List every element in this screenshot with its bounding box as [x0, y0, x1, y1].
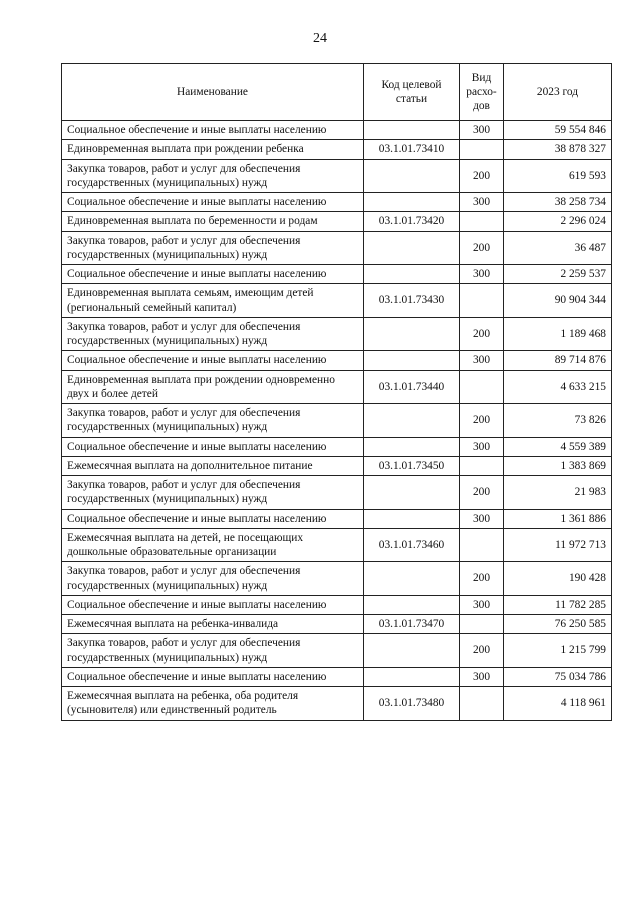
- table-row: [62, 404, 612, 438]
- row-name-cell: Закупка товаров, работ и услуг для обеспечения государственных (муниципальных) нужд: [62, 404, 364, 438]
- row-name-cell: Ежемесячная выплата на ребенка-инвалида: [62, 615, 364, 634]
- row-code-cell: [364, 193, 460, 212]
- table-row: [62, 370, 612, 404]
- row-amount-cell: 2 296 024: [504, 212, 612, 231]
- row-amount-cell: 73 826: [504, 404, 612, 438]
- row-expense-type-cell: 200: [460, 159, 504, 193]
- row-expense-type-cell: 200: [460, 404, 504, 438]
- row-code-cell: [364, 437, 460, 456]
- page-number: 24: [313, 31, 327, 46]
- table-row: [62, 231, 612, 265]
- row-expense-type-cell: 300: [460, 667, 504, 686]
- row-expense-type-cell: 200: [460, 476, 504, 510]
- table-row: [62, 193, 612, 212]
- row-name-cell: Социальное обеспечение и иные выплаты населению: [62, 595, 364, 614]
- table-row: [62, 687, 612, 721]
- row-name-cell: Закупка товаров, работ и услуг для обеспечения государственных (муниципальных) нужд: [62, 634, 364, 668]
- row-amount-cell: 619 593: [504, 159, 612, 193]
- row-name-cell: Социальное обеспечение и иные выплаты населению: [62, 437, 364, 456]
- row-amount-cell: 1 189 468: [504, 317, 612, 351]
- row-code-cell: 03.1.01.73480: [364, 687, 460, 721]
- row-code-cell: 03.1.01.73410: [364, 140, 460, 159]
- row-name-cell: Единовременная выплата по беременности и родам: [62, 212, 364, 231]
- row-amount-cell: 90 904 344: [504, 284, 612, 318]
- row-amount-cell: 1 215 799: [504, 634, 612, 668]
- row-expense-type-cell: 300: [460, 509, 504, 528]
- row-code-cell: [364, 509, 460, 528]
- row-expense-type-cell: 300: [460, 595, 504, 614]
- row-amount-cell: 4 633 215: [504, 370, 612, 404]
- row-expense-type-cell: 200: [460, 317, 504, 351]
- row-code-cell: [364, 634, 460, 668]
- row-amount-cell: 36 487: [504, 231, 612, 265]
- row-code-cell: [364, 265, 460, 284]
- row-amount-cell: 11 782 285: [504, 595, 612, 614]
- table-row: [62, 351, 612, 370]
- table-row: [62, 509, 612, 528]
- row-amount-cell: 2 259 537: [504, 265, 612, 284]
- row-amount-cell: 59 554 846: [504, 121, 612, 140]
- row-code-cell: 03.1.01.73460: [364, 528, 460, 562]
- row-code-cell: [364, 121, 460, 140]
- row-code-cell: [364, 595, 460, 614]
- row-name-cell: Единовременная выплата при рождении одновременно двух и более детей: [62, 370, 364, 404]
- row-expense-type-cell: 200: [460, 634, 504, 668]
- row-expense-type-cell: [460, 687, 504, 721]
- row-amount-cell: 11 972 713: [504, 528, 612, 562]
- row-name-cell: Единовременная выплата семьям, имеющим детей (региональный семейный капитал): [62, 284, 364, 318]
- row-expense-type-cell: [460, 528, 504, 562]
- row-name-cell: Закупка товаров, работ и услуг для обеспечения государственных (муниципальных) нужд: [62, 231, 364, 265]
- row-name-cell: Социальное обеспечение и иные выплаты населению: [62, 265, 364, 284]
- row-code-cell: [364, 351, 460, 370]
- row-name-cell: Закупка товаров, работ и услуг для обеспечения государственных (муниципальных) нужд: [62, 562, 364, 596]
- row-amount-cell: 38 258 734: [504, 193, 612, 212]
- table-row: [62, 595, 612, 614]
- row-code-cell: 03.1.01.73430: [364, 284, 460, 318]
- row-amount-cell: 75 034 786: [504, 667, 612, 686]
- row-amount-cell: 1 361 886: [504, 509, 612, 528]
- header-code: Код целевой статьи: [364, 64, 460, 121]
- row-code-cell: [364, 562, 460, 596]
- row-name-cell: Социальное обеспечение и иные выплаты населению: [62, 509, 364, 528]
- row-expense-type-cell: [460, 284, 504, 318]
- table-row: [62, 528, 612, 562]
- row-name-cell: Единовременная выплата при рождении ребенка: [62, 140, 364, 159]
- table-header-row: [62, 64, 612, 121]
- row-expense-type-cell: 300: [460, 193, 504, 212]
- table-body: [62, 121, 612, 721]
- row-expense-type-cell: [460, 140, 504, 159]
- row-name-cell: Закупка товаров, работ и услуг для обеспечения государственных (муниципальных) нужд: [62, 317, 364, 351]
- row-expense-type-cell: [460, 456, 504, 475]
- table-row: [62, 159, 612, 193]
- row-code-cell: [364, 317, 460, 351]
- row-expense-type-cell: 200: [460, 231, 504, 265]
- table-row: [62, 437, 612, 456]
- row-amount-cell: 1 383 869: [504, 456, 612, 475]
- table-row: [62, 265, 612, 284]
- row-expense-type-cell: 300: [460, 351, 504, 370]
- row-amount-cell: 76 250 585: [504, 615, 612, 634]
- row-amount-cell: 38 878 327: [504, 140, 612, 159]
- row-code-cell: [364, 667, 460, 686]
- row-code-cell: [364, 159, 460, 193]
- row-name-cell: Социальное обеспечение и иные выплаты населению: [62, 667, 364, 686]
- row-expense-type-cell: 300: [460, 265, 504, 284]
- row-amount-cell: 4 559 389: [504, 437, 612, 456]
- row-code-cell: [364, 231, 460, 265]
- table-row: [62, 456, 612, 475]
- table-row: [62, 317, 612, 351]
- row-code-cell: 03.1.01.73450: [364, 456, 460, 475]
- row-expense-type-cell: [460, 370, 504, 404]
- row-name-cell: Закупка товаров, работ и услуг для обеспечения государственных (муниципальных) нужд: [62, 159, 364, 193]
- row-expense-type-cell: [460, 212, 504, 231]
- table-row: [62, 667, 612, 686]
- row-code-cell: [364, 476, 460, 510]
- table-row: [62, 634, 612, 668]
- header-name: Наименование: [62, 64, 364, 121]
- row-code-cell: 03.1.01.73470: [364, 615, 460, 634]
- row-name-cell: Социальное обеспечение и иные выплаты населению: [62, 193, 364, 212]
- row-amount-cell: 89 714 876: [504, 351, 612, 370]
- table-row: [62, 140, 612, 159]
- row-code-cell: [364, 404, 460, 438]
- header-year-2023: 2023 год: [504, 64, 612, 121]
- table-row: [62, 212, 612, 231]
- row-name-cell: Ежемесячная выплата на дополнительное питание: [62, 456, 364, 475]
- row-name-cell: Социальное обеспечение и иные выплаты населению: [62, 121, 364, 140]
- table-row: [62, 476, 612, 510]
- row-amount-cell: 190 428: [504, 562, 612, 596]
- row-name-cell: Ежемесячная выплата на ребенка, оба родителя (усыновителя) или единственный родитель: [62, 687, 364, 721]
- row-name-cell: Закупка товаров, работ и услуг для обеспечения государственных (муниципальных) нужд: [62, 476, 364, 510]
- row-amount-cell: 21 983: [504, 476, 612, 510]
- table-row: [62, 284, 612, 318]
- row-name-cell: Ежемесячная выплата на детей, не посещающих дошкольные образовательные организации: [62, 528, 364, 562]
- table-row: [62, 121, 612, 140]
- row-expense-type-cell: 300: [460, 437, 504, 456]
- row-name-cell: Социальное обеспечение и иные выплаты населению: [62, 351, 364, 370]
- row-code-cell: 03.1.01.73440: [364, 370, 460, 404]
- table-row: [62, 615, 612, 634]
- row-code-cell: 03.1.01.73420: [364, 212, 460, 231]
- table-row: [62, 562, 612, 596]
- row-expense-type-cell: 200: [460, 562, 504, 596]
- header-expense-type: Вид расхо-дов: [460, 64, 504, 121]
- budget-table: [61, 63, 612, 721]
- row-expense-type-cell: [460, 615, 504, 634]
- row-amount-cell: 4 118 961: [504, 687, 612, 721]
- row-expense-type-cell: 300: [460, 121, 504, 140]
